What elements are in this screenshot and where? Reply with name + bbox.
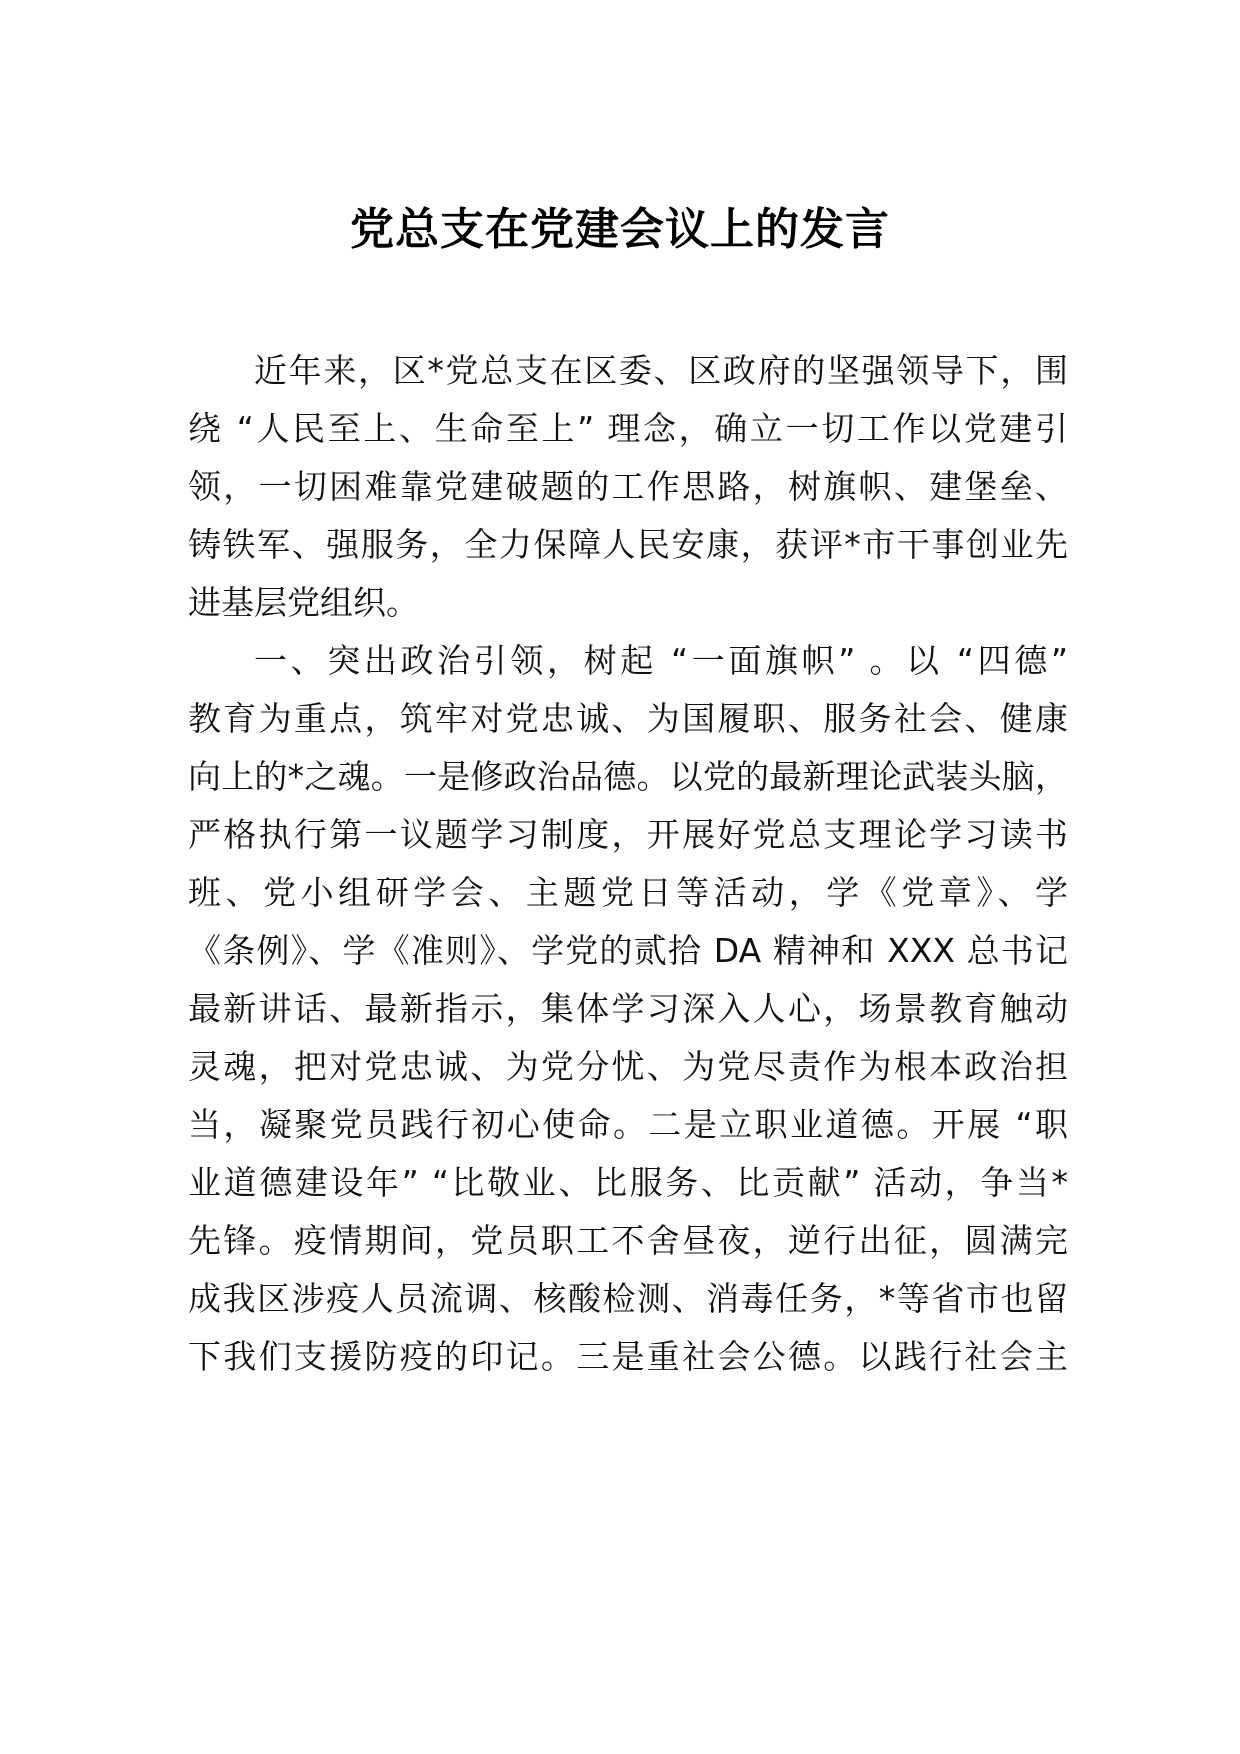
paragraph-line: 下我们支援防疫的印记。三是重社会公德。以践行社会主 bbox=[188, 1337, 1068, 1376]
paragraph-line: 近年来，区*党总支在区委、区政府的坚强领导下，围 bbox=[254, 351, 1068, 390]
paragraph-line: 教育为重点，筑牢对党忠诚、为国履职、服务社会、健康 bbox=[188, 699, 1068, 738]
paragraph-line: 业道德建设年” “比敬业、比服务、比贡献” 活动，争当* bbox=[188, 1163, 1068, 1202]
paragraph-line: 当，凝聚党员践行初心使命。二是立职业道德。开展 “职 bbox=[188, 1105, 1068, 1144]
paragraph-line: 班、党小组研学会、主题党日等活动，学《党章》、学 bbox=[188, 873, 1068, 912]
paragraph-line: 铸铁军、强服务，全力保障人民安康，获评*市干事创业先 bbox=[188, 525, 1068, 564]
paragraph-line: 成我区涉疫人员流调、核酸检测、消毒任务，*等省市也留 bbox=[188, 1279, 1068, 1318]
paragraph-line: 绕 “人民至上、生命至上” 理念，确立一切工作以党建引 bbox=[188, 409, 1068, 448]
paragraph-line: 进基层党组织。 bbox=[188, 583, 419, 622]
paragraph-line: 灵魂，把对党忠诚、为党分忧、为党尽责作为根本政治担 bbox=[188, 1047, 1068, 1086]
paragraph-line: 一、突出政治引领，树起 “一面旗帜” 。以 “四德” bbox=[254, 641, 1068, 680]
paragraph-line: 先锋。疫情期间，党员职工不舍昼夜，逆行出征，圆满完 bbox=[188, 1221, 1068, 1260]
paragraph-line: 向上的*之魂。一是修政治品德。以党的最新理论武装头脑， bbox=[188, 757, 1068, 796]
paragraph-line: 最新讲话、最新指示，集体学习深入人心，场景教育触动 bbox=[188, 989, 1068, 1028]
paragraph-line: 《条例》、学《准则》、学党的贰拾 DA 精神和 XXX 总书记 bbox=[188, 931, 1068, 970]
paragraph-line: 领，一切困难靠党建破题的工作思路，树旗帜、建堡垒、 bbox=[188, 467, 1068, 506]
paragraph-line: 严格执行第一议题学习制度，开展好党总支理论学习读书 bbox=[188, 815, 1068, 854]
document-title: 党总支在党建会议上的发言 bbox=[350, 204, 890, 255]
